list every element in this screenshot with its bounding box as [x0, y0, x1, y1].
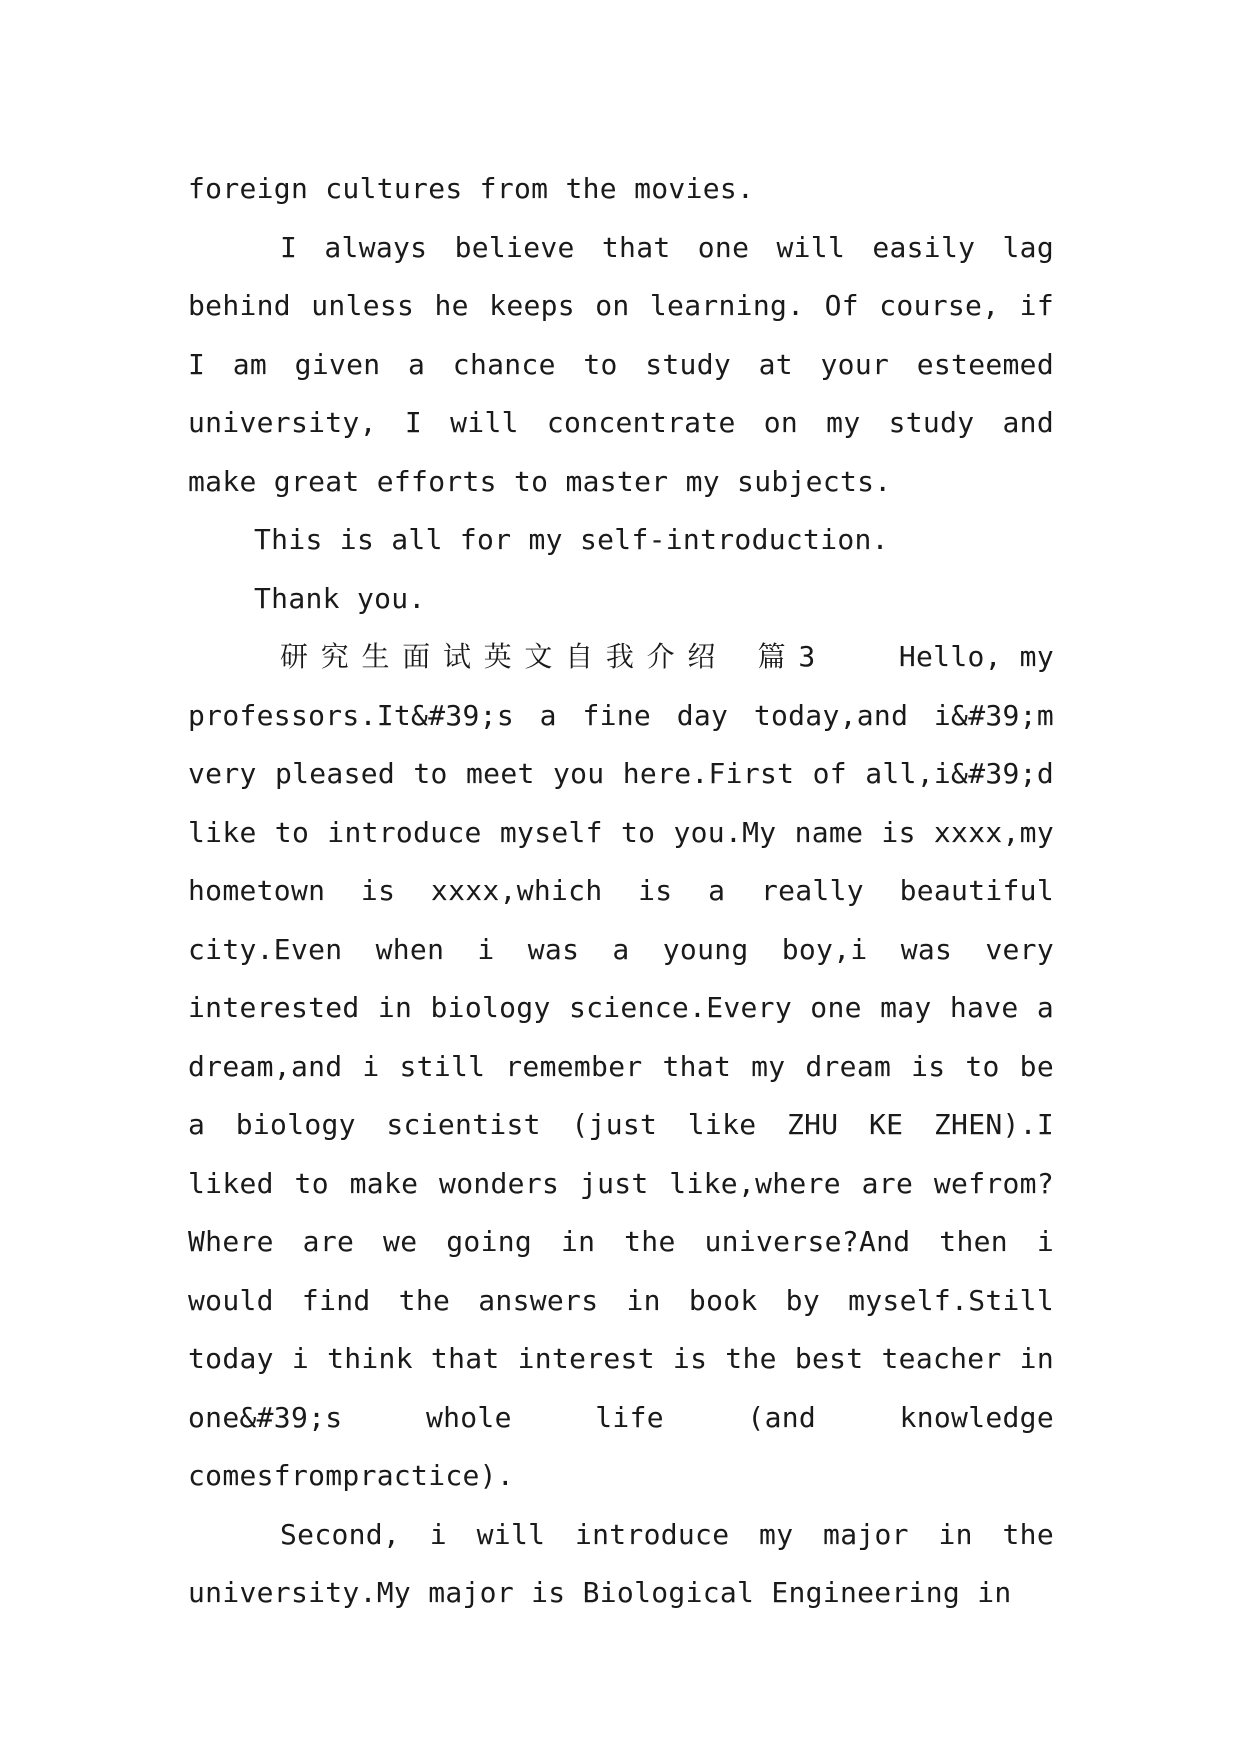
paragraph-closing: This is all for my self-introduction.	[254, 523, 889, 556]
document-body	[188, 160, 1054, 1623]
paragraph-major: Second, i will introduce my major in the university.My major is Biological Engineering in	[188, 1517, 1054, 1609]
section-heading: 研究生面试英文自我介绍 篇3	[280, 640, 828, 673]
paragraph-learning: I always believe that one will easily lag behind unless he keeps on learning. Of course, if I am given a chance to study at your esteemed university, I will concentrate on my study and make great efforts to master my subjects.	[188, 230, 1054, 498]
paragraph-thanks: Thank you.	[254, 581, 426, 615]
paragraph-section-3	[188, 628, 1054, 1506]
section-3-text: Hello, my professors.It&#39;s a fine day today,and i&#39;m very pleased to meet you here.First of all,i&#39;d like to introduce myself to you.My name is xxxx,my hometown is xxxx,which is a really beautiful city.Even when i was a young boy,i was very interested in biology science.Every one may have a dream,and i still remember that my dream is to be a biology scientist (just like ZHU KE ZHEN).I liked to make wonders just like,where are wefrom?Where are we going in the universe?And then i would find the answers in book by myself.Still today i think that interest is the best teacher in one&#39;s whole life (and knowledge comesfrompractice).	[188, 640, 1054, 1492]
paragraph-continuation: foreign cultures from the movies.	[188, 172, 755, 205]
